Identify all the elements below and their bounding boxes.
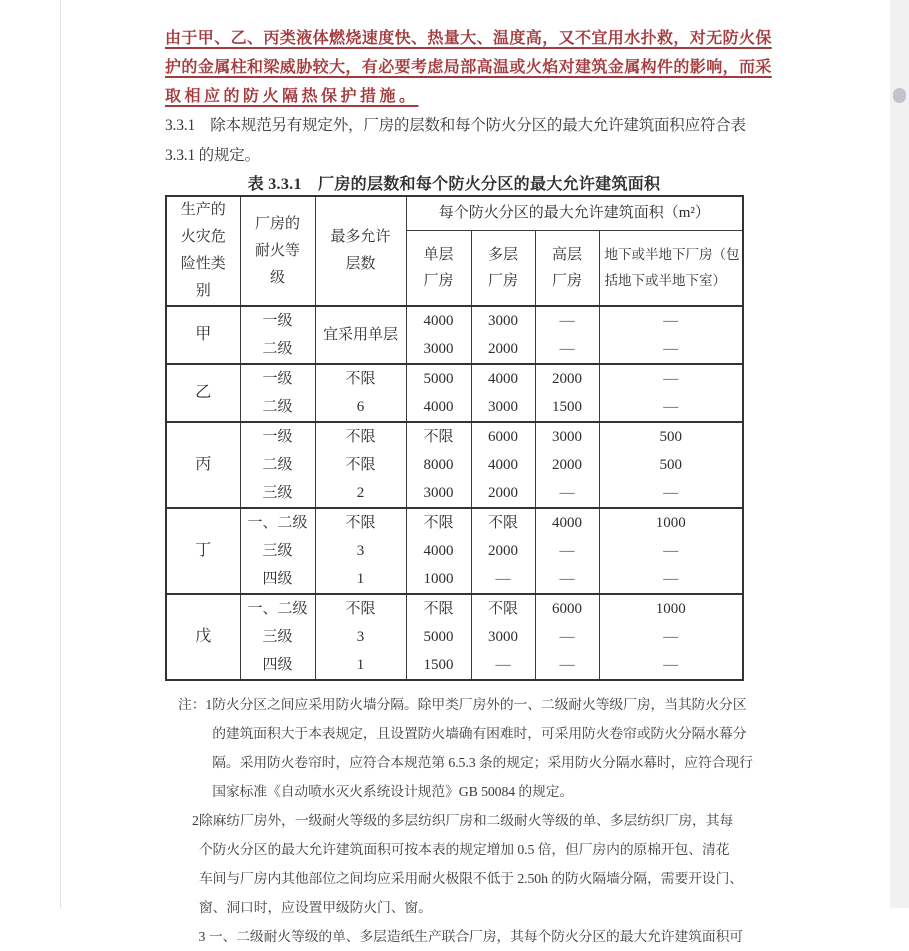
area-cell: — bbox=[535, 306, 599, 335]
area-cell: 4000 bbox=[471, 451, 535, 479]
table-row bbox=[166, 393, 743, 422]
header-single-storey: 单层厂房 bbox=[406, 231, 471, 306]
highlighted-commentary bbox=[165, 24, 772, 111]
grade-cell: 四级 bbox=[240, 565, 315, 594]
area-cell: 1500 bbox=[535, 393, 599, 422]
area-cell: 3000 bbox=[471, 306, 535, 335]
table-row bbox=[166, 623, 743, 651]
clause-line: 3.3.1 除本规范另有规定外，厂房的层数和每个防火分区的最大允许建筑面积应符合表 bbox=[165, 117, 746, 134]
floors-cell: 1 bbox=[315, 651, 406, 680]
area-cell: 2000 bbox=[535, 451, 599, 479]
area-cell: — bbox=[535, 623, 599, 651]
scrollbar-thumb[interactable] bbox=[893, 88, 906, 103]
category-cell: 丁 bbox=[166, 508, 240, 594]
note-item-2 bbox=[178, 806, 743, 922]
page-left-edge-line bbox=[60, 0, 61, 908]
grade-cell: 二级 bbox=[240, 393, 315, 422]
grade-cell: 二级 bbox=[240, 335, 315, 364]
category-cell: 丙 bbox=[166, 422, 240, 508]
grade-cell: 四级 bbox=[240, 651, 315, 680]
header-high-rise: 高层厂房 bbox=[535, 231, 599, 306]
table-header-row bbox=[166, 196, 743, 231]
area-cell: 500 bbox=[599, 451, 743, 479]
area-cell: 4000 bbox=[406, 306, 471, 335]
area-cell: 3000 bbox=[471, 393, 535, 422]
area-cell: 4000 bbox=[406, 537, 471, 565]
note-number: 3 bbox=[198, 929, 206, 944]
table-row bbox=[166, 565, 743, 594]
table-row bbox=[166, 422, 743, 451]
table-row bbox=[166, 451, 743, 479]
table-row bbox=[166, 479, 743, 508]
floors-cell: 不限 bbox=[315, 508, 406, 537]
category-cell: 乙 bbox=[166, 364, 240, 422]
table-title: 表 3.3.1 厂房的层数和每个防火分区的最大允许建筑面积 bbox=[247, 176, 661, 193]
note-item-3 bbox=[178, 922, 743, 951]
area-cell: 不限 bbox=[406, 594, 471, 623]
area-cell: — bbox=[535, 537, 599, 565]
area-cell: — bbox=[535, 651, 599, 680]
header-max-floors: 最多允许层数 bbox=[315, 196, 406, 306]
floors-cell: 不限 bbox=[315, 594, 406, 623]
floors-cell: 宜采用单层 bbox=[315, 306, 406, 364]
document-content bbox=[165, 0, 772, 951]
grade-cell: 二级 bbox=[240, 451, 315, 479]
area-cell: 2000 bbox=[471, 537, 535, 565]
area-cell: — bbox=[599, 393, 743, 422]
area-cell: 8000 bbox=[406, 451, 471, 479]
area-cell: 4000 bbox=[535, 508, 599, 537]
note-line: 车间与厂房内其他部位之间均应采用耐火极限不低于 2.50h 的防火隔墙分隔，需要开设门、 bbox=[198, 871, 743, 886]
area-cell: — bbox=[535, 479, 599, 508]
area-cell: — bbox=[471, 565, 535, 594]
note-line: 除麻纺厂房外，一级耐火等级的多层纺织厂房和二级耐火等级的单、多层纺织厂房，其每 bbox=[198, 813, 734, 828]
header-max-area-group: 每个防火分区的最大允许建筑面积（m²） bbox=[406, 196, 743, 231]
grade-cell: 一、二级 bbox=[240, 508, 315, 537]
area-cell: 2000 bbox=[471, 335, 535, 364]
note-line: 的建筑面积大于本表规定，且设置防火墙确有困难时，可采用防火卷帘或防火分隔水幕分 bbox=[212, 726, 747, 741]
grade-cell: 三级 bbox=[240, 479, 315, 508]
clause-3-3-1 bbox=[165, 111, 746, 171]
table-row bbox=[166, 335, 743, 364]
table-notes bbox=[165, 690, 753, 951]
commentary-line: 护的金属柱和梁威胁较大，有必要考虑局部高温或火焰对建筑金属构件的影响，而采 bbox=[165, 59, 772, 76]
floors-cell: 3 bbox=[315, 537, 406, 565]
grade-cell: 一级 bbox=[240, 422, 315, 451]
header-underground: 地下或半地下厂房（包括地下或半地下室） bbox=[599, 231, 743, 306]
header-multi-storey: 多层厂房 bbox=[471, 231, 535, 306]
note-number: 2 bbox=[191, 813, 199, 828]
area-cell: — bbox=[599, 479, 743, 508]
area-cell: 不限 bbox=[471, 594, 535, 623]
note-line: 个防火分区的最大允许建筑面积可按本表的规定增加 0.5 倍，但厂房内的原棉开包、清花 bbox=[198, 842, 730, 857]
table-row bbox=[166, 306, 743, 335]
table-row bbox=[166, 651, 743, 680]
area-cell: 2000 bbox=[471, 479, 535, 508]
area-cell: 6000 bbox=[535, 594, 599, 623]
area-cell: — bbox=[599, 565, 743, 594]
note-line: 窗、洞口时，应设置甲级防火门、窗。 bbox=[198, 900, 432, 915]
note-item-1 bbox=[178, 690, 753, 806]
clause-line: 3.3.1 的规定。 bbox=[165, 147, 260, 164]
table-row bbox=[166, 364, 743, 393]
floors-cell: 3 bbox=[315, 623, 406, 651]
area-cell: 不限 bbox=[406, 422, 471, 451]
area-cell: 3000 bbox=[535, 422, 599, 451]
area-cell: — bbox=[599, 537, 743, 565]
category-cell: 戊 bbox=[166, 594, 240, 680]
floors-cell: 1 bbox=[315, 565, 406, 594]
grade-cell: 三级 bbox=[240, 623, 315, 651]
area-cell: 5000 bbox=[406, 364, 471, 393]
area-cell: — bbox=[471, 651, 535, 680]
note-line: 国家标准《自动喷水灭火系统设计规范》GB 50084 的规定。 bbox=[212, 784, 574, 799]
commentary-line: 由于甲、乙、丙类液体燃烧速度快、热量大、温度高，又不宜用水扑救，对无防火保 bbox=[165, 30, 772, 47]
area-cell: — bbox=[599, 623, 743, 651]
floors-cell: 2 bbox=[315, 479, 406, 508]
commentary-line: 取相应的防火隔热保护措施。 bbox=[165, 88, 419, 105]
floors-cell: 不限 bbox=[315, 451, 406, 479]
area-cell: — bbox=[599, 651, 743, 680]
area-cell: — bbox=[599, 335, 743, 364]
note-number: 1 bbox=[205, 697, 213, 712]
header-fire-resistance-grade: 厂房的耐火等级 bbox=[240, 196, 315, 306]
note-line: 防火分区之间应采用防火墙分隔。除甲类厂房外的一、二级耐火等级厂房，当其防火分区 bbox=[212, 697, 747, 712]
note-line: 隔。采用防火卷帘时，应符合本规范第 6.5.3 条的规定；采用防火分隔水幕时，应符合现行 bbox=[212, 755, 753, 770]
grade-cell: 一级 bbox=[240, 306, 315, 335]
area-cell: 1000 bbox=[599, 508, 743, 537]
area-cell: — bbox=[535, 335, 599, 364]
floors-cell: 6 bbox=[315, 393, 406, 422]
area-cell: 3000 bbox=[471, 623, 535, 651]
note-prefix: 注： bbox=[178, 697, 206, 712]
table-row bbox=[166, 508, 743, 537]
area-cell: 500 bbox=[599, 422, 743, 451]
grade-cell: 三级 bbox=[240, 537, 315, 565]
area-cell: 6000 bbox=[471, 422, 535, 451]
header-fire-hazard-category: 生产的火灾危险性类别 bbox=[166, 196, 240, 306]
scrollbar-track[interactable] bbox=[890, 0, 909, 908]
area-cell: 5000 bbox=[406, 623, 471, 651]
area-cell: 1000 bbox=[599, 594, 743, 623]
area-cell: 3000 bbox=[406, 335, 471, 364]
category-cell: 甲 bbox=[166, 306, 240, 364]
table-row bbox=[166, 594, 743, 623]
area-cell: 不限 bbox=[471, 508, 535, 537]
note-line: 一、二级耐火等级的单、多层造纸生产联合厂房，其每个防火分区的最大允许建筑面积可 bbox=[208, 929, 743, 944]
area-cell: 3000 bbox=[406, 479, 471, 508]
floors-cell: 不限 bbox=[315, 422, 406, 451]
area-cell: — bbox=[599, 364, 743, 393]
grade-cell: 一级 bbox=[240, 364, 315, 393]
area-cell: 不限 bbox=[406, 508, 471, 537]
table-3-3-1 bbox=[165, 195, 744, 681]
area-cell: — bbox=[535, 565, 599, 594]
area-cell: 1500 bbox=[406, 651, 471, 680]
floors-cell: 不限 bbox=[315, 364, 406, 393]
area-cell: 4000 bbox=[471, 364, 535, 393]
area-cell: 4000 bbox=[406, 393, 471, 422]
grade-cell: 一、二级 bbox=[240, 594, 315, 623]
area-cell: — bbox=[599, 306, 743, 335]
table-row bbox=[166, 537, 743, 565]
area-cell: 1000 bbox=[406, 565, 471, 594]
area-cell: 2000 bbox=[535, 364, 599, 393]
